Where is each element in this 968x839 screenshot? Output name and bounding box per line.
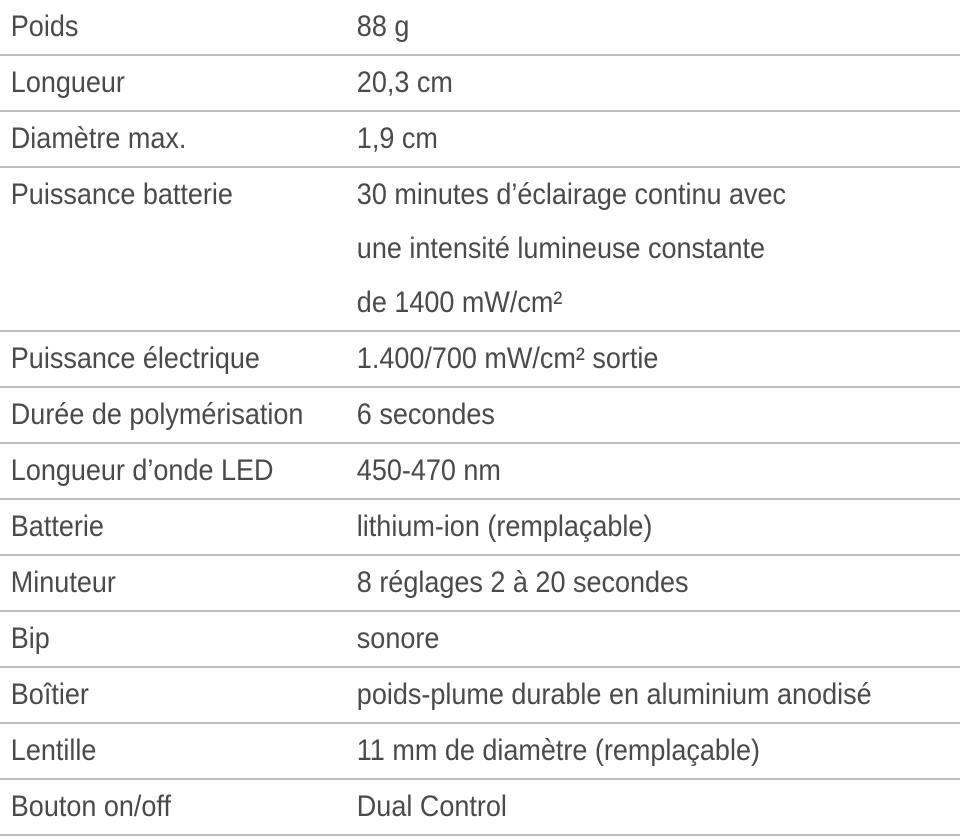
spec-row-lentille	[0, 724, 960, 780]
spec-value	[346, 780, 899, 834]
spec-value-line: 30 minutes d’éclairage continu avec	[356, 178, 787, 211]
spec-value	[346, 0, 899, 54]
spec-label: Bip	[10, 622, 50, 655]
spec-row-diametre	[0, 112, 960, 168]
spec-value-line: sonore	[356, 622, 440, 655]
spec-label: Durée de polymérisation	[10, 398, 304, 431]
spec-row-bip	[0, 612, 960, 668]
spec-value-line: 11 mm de diamètre (remplaçable)	[356, 734, 760, 767]
spec-label: Batterie	[10, 510, 104, 543]
spec-value	[346, 612, 899, 666]
spec-row-longueur-onde	[0, 444, 960, 500]
spec-value-line: 1,9 cm	[356, 122, 438, 155]
spec-value-line: poids-plume durable en aluminium anodisé	[356, 678, 872, 711]
spec-row-bouton	[0, 780, 960, 836]
spec-row-puissance-electrique	[0, 332, 960, 388]
spec-value	[346, 500, 899, 554]
spec-label: Poids	[10, 10, 79, 43]
spec-value-line: 8 réglages 2 à 20 secondes	[356, 566, 689, 599]
spec-value-line: 88 g	[356, 10, 410, 43]
spec-value	[346, 332, 899, 386]
spec-value-line: 6 secondes	[356, 398, 495, 431]
spec-row-poids	[0, 0, 960, 56]
spec-label: Minuteur	[10, 566, 116, 599]
spec-value	[346, 444, 899, 498]
spec-label: Lentille	[10, 734, 97, 767]
spec-value-line: 450-470 nm	[356, 454, 501, 487]
spec-value	[346, 724, 899, 778]
spec-row-puissance-batterie	[0, 168, 960, 332]
spec-row-minuteur	[0, 556, 960, 612]
spec-value-line: de 1400 mW/cm²	[356, 286, 563, 319]
spec-row-batterie	[0, 500, 960, 556]
spec-label: Puissance électrique	[10, 342, 260, 375]
spec-value	[346, 56, 899, 110]
spec-label: Puissance batterie	[10, 178, 233, 211]
spec-value	[346, 112, 899, 166]
spec-value	[346, 388, 899, 442]
spec-value-line: une intensité lumineuse constante	[356, 232, 766, 265]
spec-label: Bouton on/off	[10, 790, 171, 823]
spec-row-longueur	[0, 56, 960, 112]
spec-label: Diamètre max.	[10, 122, 187, 155]
spec-value-line: lithium-ion (remplaçable)	[356, 510, 653, 543]
spec-value-line: 1.400/700 mW/cm² sortie	[356, 342, 659, 375]
spec-row-duree-polymerisation	[0, 388, 960, 444]
spec-value-line: Dual Control	[356, 790, 507, 823]
spec-value	[346, 668, 899, 722]
spec-label: Boîtier	[10, 678, 89, 711]
spec-row-boitier	[0, 668, 960, 724]
spec-value	[346, 556, 899, 610]
spec-value-line: 20,3 cm	[356, 66, 453, 99]
spec-label: Longueur	[10, 66, 125, 99]
spec-label: Longueur d’onde LED	[10, 454, 274, 487]
spec-value	[346, 168, 899, 330]
